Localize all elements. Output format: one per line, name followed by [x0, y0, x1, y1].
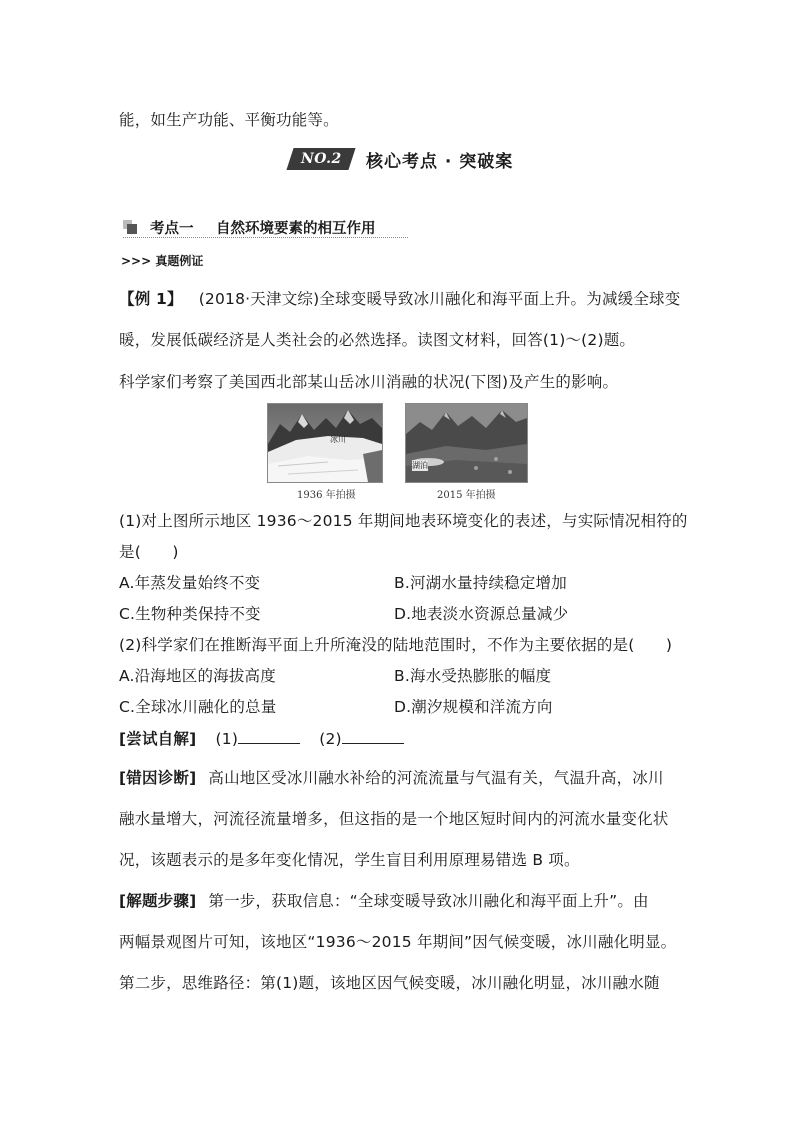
square-bullet-icon	[123, 220, 137, 234]
answer-blank-2[interactable]	[342, 729, 404, 744]
glacier-photo-1936	[267, 403, 383, 483]
glacier-label: 冰川	[330, 435, 346, 444]
example-line-1: 【例 1】 (2018·天津文综)全球变暖导致冰川融化和海平面上升。为减缓全球变	[119, 290, 681, 308]
section-badge	[286, 148, 355, 170]
diagnosis-tag: [错因诊断]	[119, 769, 197, 787]
section-title: 核心考点 · 突破案	[366, 151, 514, 172]
intro-line: 能，如生产功能、平衡功能等。	[119, 111, 339, 129]
glacier-photo-2015	[405, 403, 528, 483]
lake-label: 湖泊	[412, 461, 428, 470]
attempt-tag: [尝试自解]	[119, 730, 197, 748]
diagnosis-line-3: 况，该题表示的是多年变化情况，学生盲目利用原理易错选 B 项。	[119, 851, 580, 869]
example-tag: 【例 1】	[119, 290, 183, 308]
diagnosis-line-2: 融水量增大，河流径流量增多，但这指的是一个地区短时间内的河流水量变化状	[119, 810, 669, 828]
q1-option-b: B.河湖水量持续稳定增加	[394, 574, 567, 592]
answer-blank-1[interactable]	[238, 729, 300, 744]
q2-option-b: B.海水受热膨胀的幅度	[394, 667, 552, 685]
steps-line-2: 两幅景观图片可知，该地区“1936～2015 年期间”因气候变暖，冰川融化明显。	[119, 933, 677, 951]
caption-1936: 1936 年拍摄	[297, 490, 356, 501]
subheading: >>> 真题例证	[121, 254, 204, 268]
topic-label: 考点一	[150, 221, 194, 237]
q2-option-c: C.全球冰川融化的总量	[119, 698, 277, 716]
example-line-2: 暖，发展低碳经济是人类社会的必然选择。读图文材料，回答(1)～(2)题。	[119, 331, 636, 349]
q2-option-a: A.沿海地区的海拔高度	[119, 667, 276, 685]
steps-line-1: [解题步骤] 第一步，获取信息：“全球变暖导致冰川融化和海平面上升”。由	[119, 892, 649, 910]
section-header	[290, 147, 513, 171]
topic-title: 自然环境要素的相互作用	[216, 221, 376, 237]
section-badge-text: NO.2	[300, 151, 342, 167]
topic-heading	[123, 215, 408, 238]
steps-line-3: 第二步，思维路径：第(1)题，该地区因气候变暖，冰川融化明显，冰川融水随	[119, 974, 660, 992]
attempt-line	[119, 727, 404, 749]
diagnosis-line-1: [错因诊断] 高山地区受冰川融水补给的河流流量与气温有关，气温升高，冰川	[119, 769, 664, 787]
q2-stem: (2)科学家们在推断海平面上升所淹没的陆地范围时，不作为主要依据的是( )	[119, 636, 673, 654]
steps-tag: [解题步骤]	[119, 892, 197, 910]
attempt-part-1: (1)	[215, 730, 239, 748]
q1-stem-line-1: (1)对上图所示地区 1936～2015 年期间地表环境变化的表述，与实际情况相符的	[119, 512, 688, 530]
q1-option-a: A.年蒸发量始终不变	[119, 574, 261, 592]
example-line-3: 科学家们考察了美国西北部某山岳冰川消融的状况(下图)及产生的影响。	[119, 373, 619, 391]
caption-2015: 2015 年拍摄	[437, 490, 496, 501]
q1-option-c: C.生物种类保持不变	[119, 605, 261, 623]
q2-option-d: D.潮汐规模和洋流方向	[394, 698, 553, 716]
q1-stem-line-2: 是( )	[119, 543, 179, 561]
q1-option-d: D.地表淡水资源总量减少	[394, 605, 569, 623]
attempt-part-2: (2)	[319, 730, 342, 748]
